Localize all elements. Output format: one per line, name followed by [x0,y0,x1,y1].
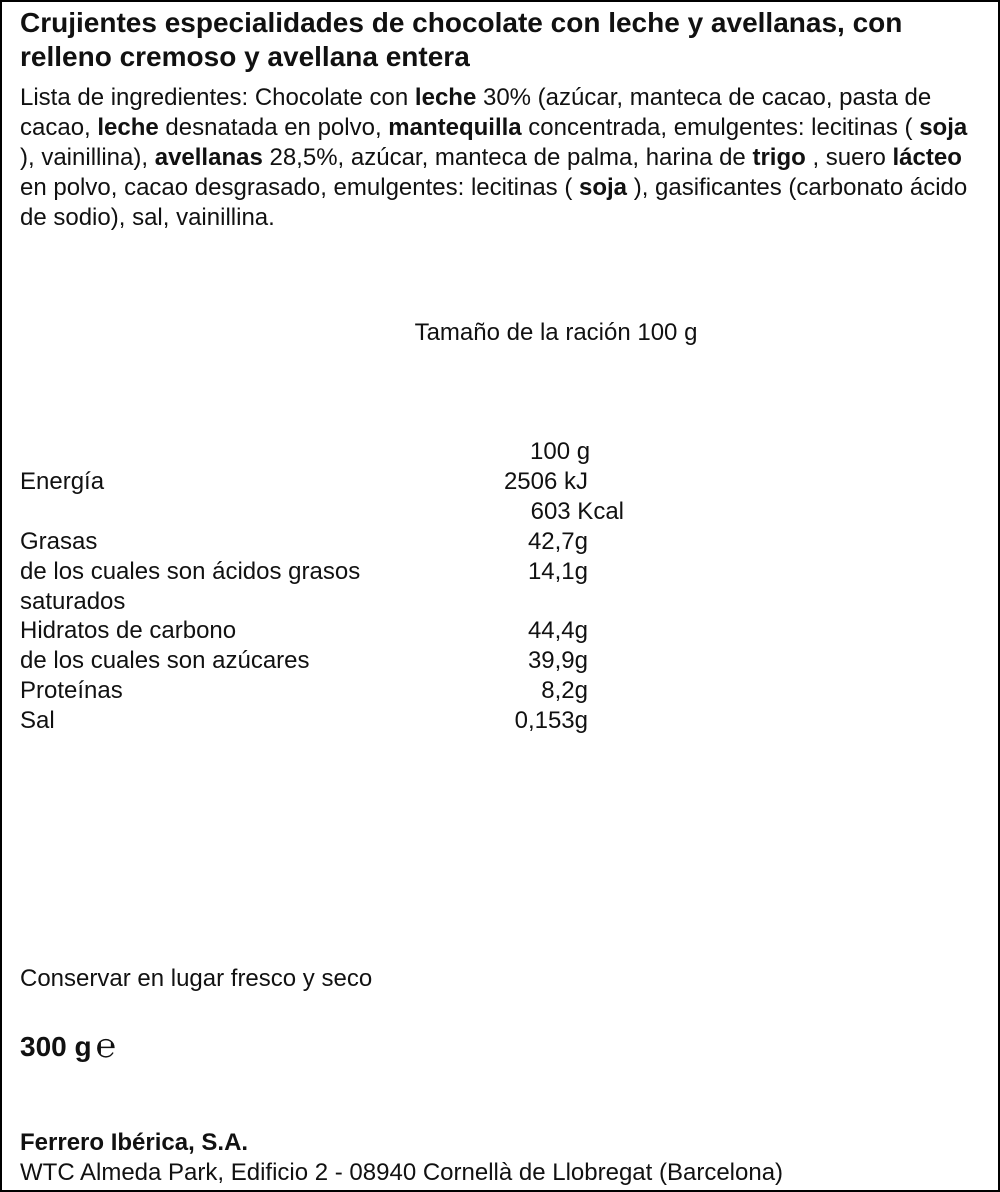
fat-value: 42,7g [527,528,588,555]
sugars-value: 39,9g [527,647,588,674]
serving-size: Tamaño de la ración 100 g [414,319,698,346]
fat-label: Grasas [20,528,98,555]
net-weight-value: 300 g [20,1031,92,1062]
energy-kcal-value: 603 Kcal [530,498,624,525]
salt-label: Sal [20,707,55,734]
carbs-value: 44,4g [527,617,588,644]
ingredient-text: 30% (azúcar, manteca de cacao, pasta de cacao, [20,84,932,141]
sugars-label: de los cuales son azúcares [20,647,310,674]
protein-value: 8,2g [541,677,588,704]
net-weight [20,1030,116,1064]
allergen-highlight: leche [414,84,477,111]
ingredient-text: en polvo, cacao desgrasado, emulgentes: lecitinas ( [20,174,579,201]
energy-label: Energía [20,468,105,495]
company-name: Ferrero Ibérica, S.A. [20,1129,249,1156]
nutrition-column-header: 100 g [530,438,591,465]
energy-kj-value: 2506 kJ [503,468,588,495]
storage-instructions: Conservar en lugar fresco y seco [20,965,373,992]
allergen-highlight: mantequilla [388,114,522,141]
ingredient-text: ), gasificantes (carbonato ácido de sodio), sal, vainillina. [20,174,968,231]
ingredient-text: desnatada en polvo, [158,114,389,141]
carbs-label: Hidratos de carbono [20,617,237,644]
allergen-highlight: lácteo [892,144,962,171]
ingredient-text: ), vainillina), [20,144,155,171]
saturates-label-continued: saturados [20,588,126,615]
allergen-highlight: leche [97,114,159,141]
allergen-highlight: trigo [752,144,806,171]
estimated-sign-icon: ℮ [95,1028,117,1065]
allergen-highlight: soja [919,114,968,141]
ingredient-text: Lista de ingredientes: Chocolate con [20,84,415,111]
ingredient-text: concentrada, emulgentes: lecitinas ( [521,114,920,141]
saturates-value: 14,1g [527,558,588,585]
saturates-label: de los cuales son ácidos grasos [20,558,361,585]
allergen-highlight: avellanas [154,144,263,171]
allergen-highlight: soja [579,174,628,201]
salt-value: 0,153g [514,707,588,734]
protein-label: Proteínas [20,677,123,704]
ingredient-text: 28,5%, azúcar, manteca de palma, harina de [262,144,753,171]
product-title: Crujientes especialidades de chocolate con leche y avellanas, con relleno cremoso y avellana entera [20,7,903,72]
company-address: WTC Almeda Park, Edificio 2 - 08940 Cornellà de Llobregat (Barcelona) [20,1159,784,1186]
ingredient-text: , suero [805,144,893,171]
ingredients-list [20,83,980,233]
